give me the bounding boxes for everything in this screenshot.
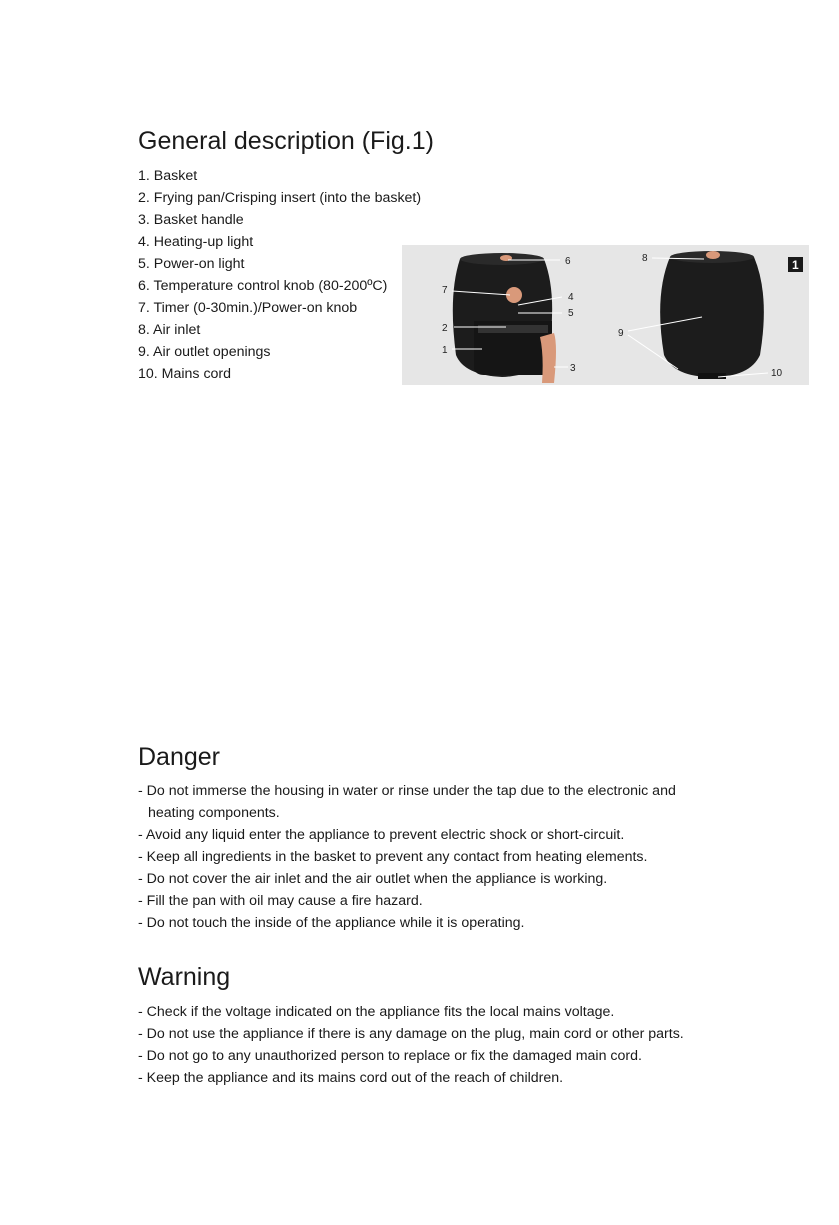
list-item: 5. Power-on light [138,256,245,272]
list-item-continuation: heating components. [148,805,280,821]
list-item: 10. Mains cord [138,366,232,382]
list-item: - Do not go to any unauthorized person to replace or fix the damaged main cord. [138,1048,642,1064]
figure-label-3: 3 [570,363,576,374]
air-fryer-illustration [402,245,809,385]
list-item: 4. Heating-up light [138,234,254,250]
list-item: - Do not use the appliance if there is any damage on the plug, main cord or other parts. [138,1026,684,1042]
figure-label-7: 7 [442,285,448,296]
list-item: 7. Timer (0-30min.)/Power-on knob [138,300,358,316]
list-item: 6. Temperature control knob (80-200ºC) [138,278,388,294]
figure-label-6: 6 [565,256,571,267]
danger-title: Danger [138,743,220,771]
figure-label-5: 5 [568,308,574,319]
list-item: - Keep all ingredients in the basket to prevent any contact from heating elements. [138,849,648,865]
danger-list [138,780,703,934]
air-inlet-knob [706,251,720,259]
list-item: - Fill the pan with oil may cause a fire hazard. [138,893,423,909]
appliance-figure [402,245,809,385]
figure-number-text: 1 [792,258,799,272]
list-item: - Do not touch the inside of the appliance while it is operating. [138,915,525,931]
list-item: 9. Air outlet openings [138,344,271,360]
warning-list [138,1001,703,1089]
list-item: - Keep the appliance and its mains cord out of the reach of children. [138,1070,564,1086]
figure-label-8: 8 [642,253,648,264]
list-item [138,780,703,824]
list-item: - Do not cover the air inlet and the air outlet when the appliance is working. [138,871,608,887]
figure-label-4: 4 [568,292,574,303]
warning-title: Warning [138,963,231,991]
parts-list [138,165,421,385]
figure-label-9: 9 [618,328,624,339]
list-item: 1. Basket [138,168,198,184]
figure-label-1: 1 [442,345,448,356]
list-item: - Avoid any liquid enter the appliance to prevent electric shock or short-circuit. [138,827,625,843]
appliance-back-body [660,253,764,377]
list-item: 3. Basket handle [138,212,244,228]
list-item: 8. Air inlet [138,322,201,338]
general-description-title: General description (Fig.1) [138,127,434,155]
list-item-line: - Do not immerse the housing in water or rinse under the tap due to the electronic and [138,783,676,799]
list-item: - Check if the voltage indicated on the appliance fits the local mains voltage. [138,1004,615,1020]
figure-label-10: 10 [771,368,783,379]
figure-label-2: 2 [442,323,448,334]
list-item: 2. Frying pan/Crisping insert (into the basket) [138,190,422,206]
